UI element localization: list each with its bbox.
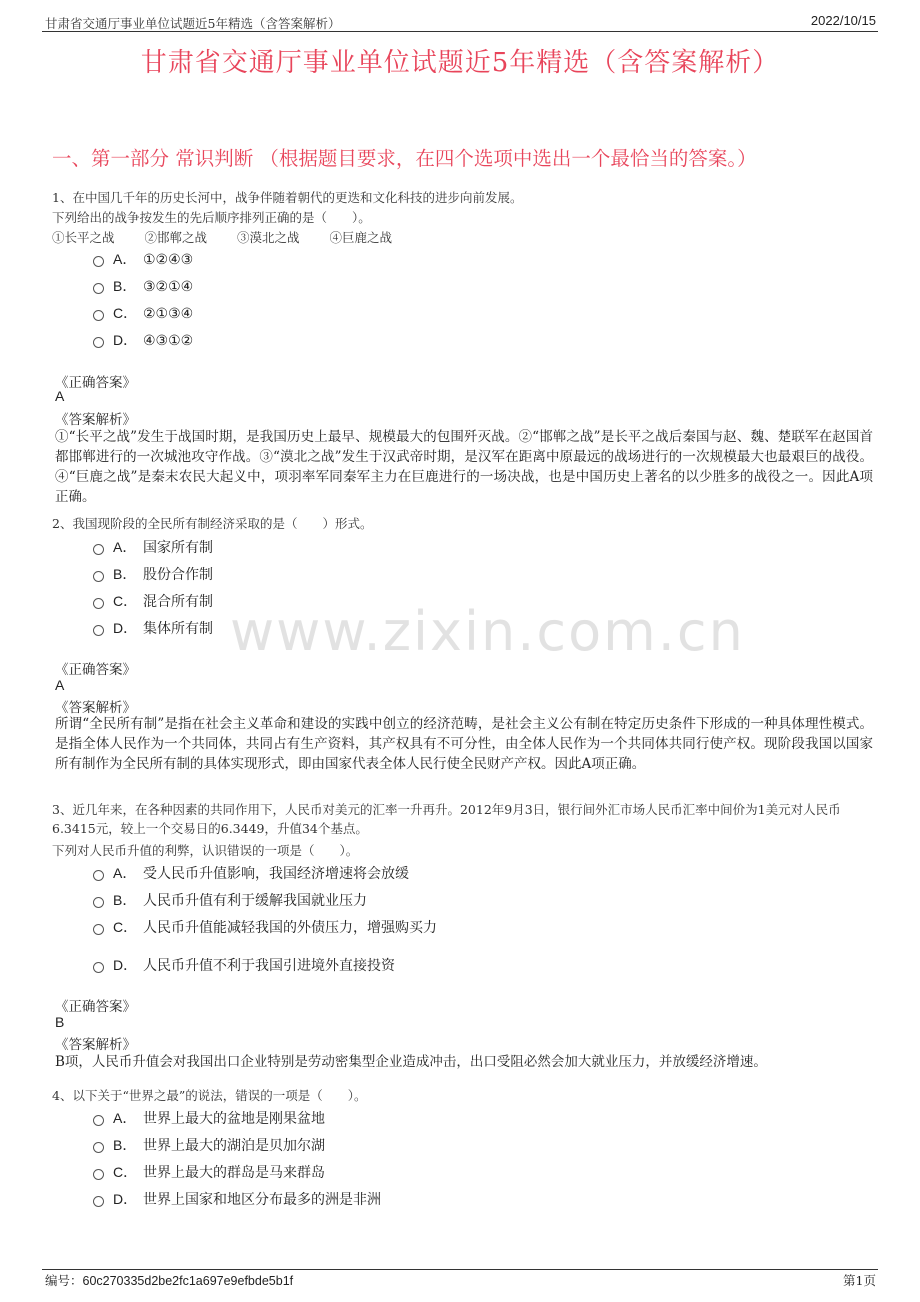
footer-page-number: 第1页 bbox=[843, 1273, 876, 1288]
footer-doc-code: 编号：60c270335d2be2fc1a697e9efbde5b1f bbox=[45, 1274, 294, 1288]
radio-icon[interactable] bbox=[93, 544, 104, 555]
radio-icon[interactable] bbox=[93, 310, 104, 321]
radio-icon[interactable] bbox=[93, 283, 104, 294]
q3-answer: B bbox=[55, 1014, 65, 1030]
q2-analysis-label: 《答案解析》 bbox=[55, 700, 136, 716]
radio-icon[interactable] bbox=[93, 598, 104, 609]
q4-option-b[interactable]: B． 世界上最大的湖泊是贝加尔湖 bbox=[93, 1135, 325, 1155]
q2-explanation: 所谓“全民所有制”是指在社会主义革命和建设的实践中创立的经济范畴，是社会主义公有制在特定历史条件下形成的一种具体理性模式。是指全体人民作为一个共同体，共同占有生产资料，其产权具有不可分性，由全体人民作为一个共同体共同行使产权。现阶段我国以国家所有制作为全民所有制的具体实现形式，即由国家代表全体人民行使全民财产产权。因此A项正确。 bbox=[55, 716, 873, 772]
radio-icon[interactable] bbox=[93, 1142, 104, 1153]
q1-item: ①长平之战 bbox=[52, 230, 115, 245]
q1-item: ③漠北之战 bbox=[237, 230, 300, 245]
q2-option-c[interactable]: C． 混合所有制 bbox=[93, 591, 213, 611]
q4-stem: 4、以下关于“世界之最”的说法，错误的一项是（ ）。 bbox=[52, 1088, 367, 1103]
q4-option-a[interactable]: A． 世界上最大的盆地是刚果盆地 bbox=[93, 1108, 325, 1128]
section-heading: 一、第一部分 常识判断 （根据题目要求，在四个选项中选出一个最恰当的答案。） bbox=[52, 147, 757, 170]
radio-icon[interactable] bbox=[93, 337, 104, 348]
q3-correct-label: 《正确答案》 bbox=[55, 999, 136, 1015]
q1-stem: 1、在中国几千年的历史长河中，战争伴随着朝代的更迭和文化科技的进步向前发展。 bbox=[52, 190, 523, 205]
radio-icon[interactable] bbox=[93, 962, 104, 973]
q1-option-a[interactable]: A． ①②④③ bbox=[93, 249, 193, 269]
q3-explanation: B项，人民币升值会对我国出口企业特别是劳动密集型企业造成冲击，出口受阻必然会加大就业压力，并放缓经济增速。 bbox=[55, 1054, 767, 1070]
q4-option-c[interactable]: C． 世界上最大的群岛是马来群岛 bbox=[93, 1162, 325, 1182]
q1-option-b[interactable]: B． ③②①④ bbox=[93, 276, 193, 296]
header-divider bbox=[42, 31, 878, 32]
q2-correct-label: 《正确答案》 bbox=[55, 662, 136, 678]
q1-item: ④巨鹿之战 bbox=[329, 230, 393, 245]
q1-sub: 下列给出的战争按发生的先后顺序排列正确的是（ ）。 bbox=[52, 210, 371, 225]
q4-option-d[interactable]: D． 世界上国家和地区分布最多的洲是非洲 bbox=[93, 1189, 381, 1209]
q1-option-d[interactable]: D． ④③①② bbox=[93, 330, 193, 350]
radio-icon[interactable] bbox=[93, 897, 104, 908]
q1-correct-label: 《正确答案》 bbox=[55, 375, 136, 391]
q3-option-b[interactable]: B． 人民币升值有利于缓解我国就业压力 bbox=[93, 890, 367, 910]
radio-icon[interactable] bbox=[93, 1115, 104, 1126]
radio-icon[interactable] bbox=[93, 1196, 104, 1207]
q1-item-list bbox=[52, 228, 418, 246]
radio-icon[interactable] bbox=[93, 1169, 104, 1180]
footer-divider bbox=[42, 1269, 878, 1270]
q2-option-b[interactable]: B． 股份合作制 bbox=[93, 564, 213, 584]
q2-stem: 2、我国现阶段的全民所有制经济采取的是（ ）形式。 bbox=[52, 516, 373, 531]
watermark: www.zixin.com.cn bbox=[230, 600, 745, 663]
header-date: 2022/10/15 bbox=[810, 13, 876, 28]
q1-explanation: ①“长平之战”发生于战国时期，是我国历史上最早、规模最大的包围歼灭战。②“邯郸之战”是长平之战后秦国与赵、魏、楚联军在赵国首都邯郸进行的一次城池攻守作战。③“漠北之战”发生于汉武帝时期，是汉军在距离中原最远的战场进行的一次规模最大也最艰巨的战役。④“巨鹿之战”是秦末农民大起义中，项羽率军同秦军主力在巨鹿进行的一场决战，也是中国历史上著名的以少胜多的战役之一。因此A项正确。 bbox=[55, 429, 873, 505]
radio-icon[interactable] bbox=[93, 571, 104, 582]
q3-stem: 3、近几年来，在各种因素的共同作用下，人民币对美元的汇率一升再升。2012年9月3日，银行间外汇市场人民币汇率中间价为1美元对人民币6.3415元，较上一个交易日的6.3449，升值34个基点。 bbox=[52, 802, 841, 836]
q1-option-c[interactable]: C． ②①③④ bbox=[93, 303, 193, 323]
q1-analysis-label: 《答案解析》 bbox=[55, 412, 136, 428]
q3-analysis-label: 《答案解析》 bbox=[55, 1037, 136, 1053]
radio-icon[interactable] bbox=[93, 625, 104, 636]
q2-option-a[interactable]: A． 国家所有制 bbox=[93, 537, 213, 557]
header-doc-title: 甘肃省交通厅事业单位试题近5年精选（含答案解析） bbox=[45, 16, 341, 31]
q2-answer: A bbox=[55, 677, 65, 693]
page-title: 甘肃省交通厅事业单位试题近5年精选（含答案解析） bbox=[140, 48, 780, 78]
q1-answer: A bbox=[55, 388, 65, 404]
q3-option-d[interactable]: D． 人民币升值不利于我国引进境外直接投资 bbox=[93, 955, 395, 975]
q3-option-a[interactable]: A． 受人民币升值影响，我国经济增速将会放缓 bbox=[93, 863, 409, 883]
radio-icon[interactable] bbox=[93, 870, 104, 881]
radio-icon[interactable] bbox=[93, 924, 104, 935]
q2-option-d[interactable]: D． 集体所有制 bbox=[93, 618, 213, 638]
q1-item: ②邯郸之战 bbox=[144, 230, 208, 245]
q3-option-c[interactable]: C． 人民币升值能减轻我国的外债压力，增强购买力 bbox=[93, 917, 437, 937]
radio-icon[interactable] bbox=[93, 256, 104, 267]
q3-sub: 下列对人民币升值的利弊，认识错误的一项是（ ）。 bbox=[52, 843, 359, 858]
